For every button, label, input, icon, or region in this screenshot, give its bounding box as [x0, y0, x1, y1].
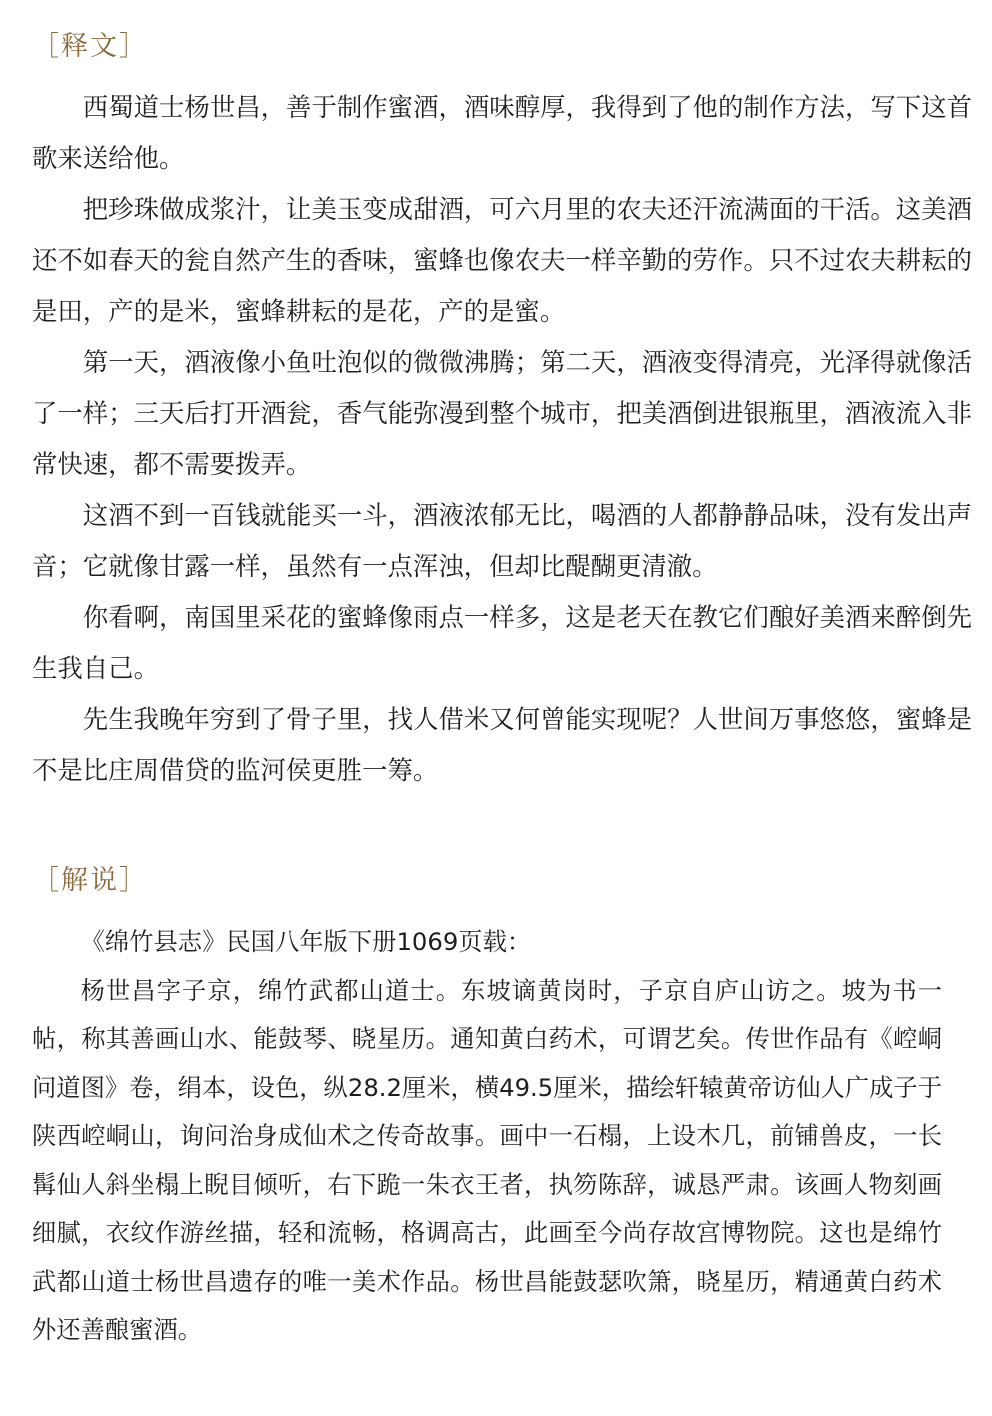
- commentary-paragraph-2: 杨世昌字子京，绵竹武都山道士。东坡谪黄岗时，子京自庐山访之。坡为书一帖，称其善画山水、能鼓琴、晓星历。通知黄白药术，可谓艺矣。传世作品有《崆峒问道图》卷，绢本，设色，纵28.2厘米，横49.5厘米，描绘轩辕黄帝访仙人广成子于陕西崆峒山，询问治身成仙术之传奇故事。画中一石榻，上设木几，前铺兽皮，一长髯仙人斜坐榻上睨目倾听，右下跪一朱衣王者，执笏陈辞，诚恳严肃。该画人物刻画细腻，衣纹作游丝描，轻和流畅，格调高古，此画至今尚存故宫博物院。这也是绵竹武都山道士杨世昌遗存的唯一美术作品。杨世昌能鼓瑟吹箫，晓星历，精通黄白药术外还善酿蜜酒。: [32, 975, 942, 1344]
- translation-body: [32, 82, 972, 796]
- section-heading-translation: ［释文］: [32, 31, 148, 62]
- translation-paragraph-1: 西蜀道士杨世昌，善于制作蜜酒，酒味醇厚，我得到了他的制作方法，写下这首歌来送给他。: [32, 92, 972, 173]
- translation-paragraph-6: 先生我晚年穷到了骨子里，找人借米又何曾能实现呢？人世间万事悠悠，蜜蜂是不是比庄周借贷的监河侯更胜一筹。: [32, 704, 972, 785]
- section-heading-commentary: ［解说］: [32, 865, 148, 896]
- commentary-paragraph-1: 《绵竹县志》民国八年版下册1069页载：: [80, 927, 532, 956]
- translation-paragraph-3: 第一天，酒液像小鱼吐泡似的微微沸腾；第二天，酒液变得清亮，光泽得就像活了一样；三天后打开酒瓮，香气能弥漫到整个城市，把美酒倒进银瓶里，酒液流入非常快速，都不需要拨弄。: [32, 347, 972, 479]
- commentary-body: [32, 918, 942, 1355]
- translation-paragraph-5: 你看啊，南国里采花的蜜蜂像雨点一样多，这是老天在教它们酿好美酒来醉倒先生我自己。: [32, 602, 972, 683]
- translation-paragraph-4: 这酒不到一百钱就能买一斗，酒液浓郁无比，喝酒的人都静静品味，没有发出声音；它就像甘露一样，虽然有一点浑浊，但却比醍醐更清澈。: [32, 500, 972, 581]
- translation-paragraph-2: 把珍珠做成浆汁，让美玉变成甜酒，可六月里的农夫还汗流满面的干活。这美酒还不如春天的瓮自然产生的香味，蜜蜂也像农夫一样辛勤的劳作。只不过农夫耕耘的是田，产的是米，蜜蜂耕耘的是花，产的是蜜。: [32, 194, 972, 326]
